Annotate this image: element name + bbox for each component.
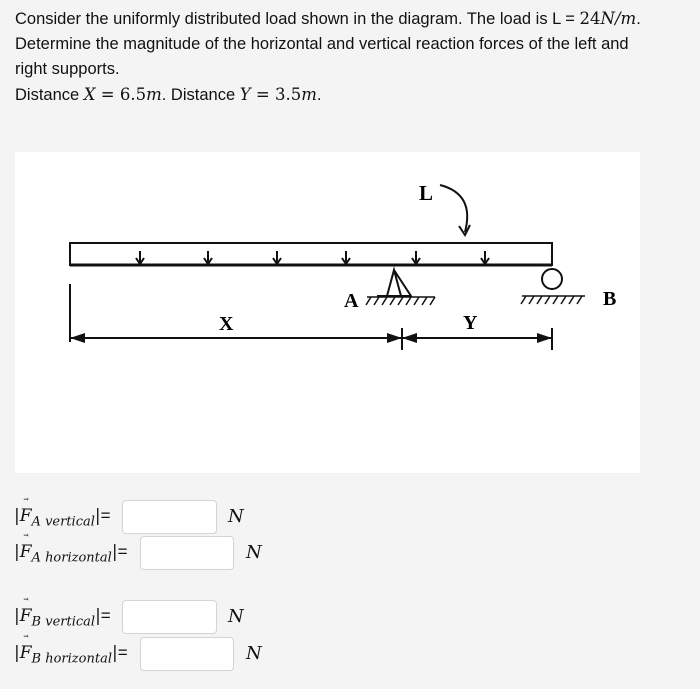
fb-horizontal-unit: N xyxy=(246,643,262,664)
problem-line-3: right supports. xyxy=(15,60,120,78)
dimension-y-label: Y xyxy=(463,312,478,334)
load-arrows xyxy=(136,251,489,264)
support-a-ground xyxy=(366,297,435,305)
fa-vertical-input[interactable] xyxy=(122,500,217,534)
dimension-x-arrowhead-left xyxy=(70,333,85,343)
problem-text: Consider the uniformly distributed load shown in the diagram. The load is L = xyxy=(15,10,580,28)
distance-line: Distance X = 6.5m. Distance Y = 3.5m. xyxy=(15,85,322,104)
dimension-y-arrowhead-left xyxy=(402,333,417,343)
dimension-y-arrowhead-right xyxy=(537,333,552,343)
fa-horizontal-input[interactable] xyxy=(140,536,234,570)
fa-horizontal-unit: N xyxy=(246,542,262,563)
distance-x-math: X = 6.5m xyxy=(83,85,162,104)
problem-statement xyxy=(15,6,695,108)
support-b-roller xyxy=(542,269,562,289)
beam-diagram xyxy=(15,152,640,473)
load-label: L xyxy=(419,181,434,205)
support-a-label: A xyxy=(344,290,359,312)
load-value-math: 24N/m xyxy=(579,9,637,28)
support-a-pin xyxy=(377,270,411,296)
support-b-ground xyxy=(521,296,585,304)
fb-vertical-label: |→ $F_{B vertical}|=$ xyxy=(14,606,111,629)
dimension-x-arrowhead-right xyxy=(387,333,402,343)
distance-y-math: Y = 3.5m xyxy=(239,85,317,104)
fa-vertical-label: |→ $F_{A vertical}|=$ xyxy=(14,506,111,529)
fb-vertical-input[interactable] xyxy=(122,600,217,634)
beam-diagram-svg xyxy=(15,152,640,473)
load-pointer-arrow xyxy=(440,185,470,235)
support-b-label: B xyxy=(603,288,617,310)
problem-line-2: Determine the magnitude of the horizontal and vertical reaction forces of the left and xyxy=(15,35,629,53)
fa-vertical-unit: N xyxy=(228,506,244,527)
problem-line-1: Consider the uniformly distributed load shown in the diagram. The load is L = 24N/m. xyxy=(15,9,641,28)
fa-horizontal-label: |→ $F_{A horizontal}|=$ xyxy=(14,542,128,565)
dimension-x-label: X xyxy=(219,313,234,335)
fb-horizontal-label: |→ $F_{B horizontal}|=$ xyxy=(14,643,128,666)
fb-horizontal-input[interactable] xyxy=(140,637,234,671)
fb-vertical-unit: N xyxy=(228,606,244,627)
